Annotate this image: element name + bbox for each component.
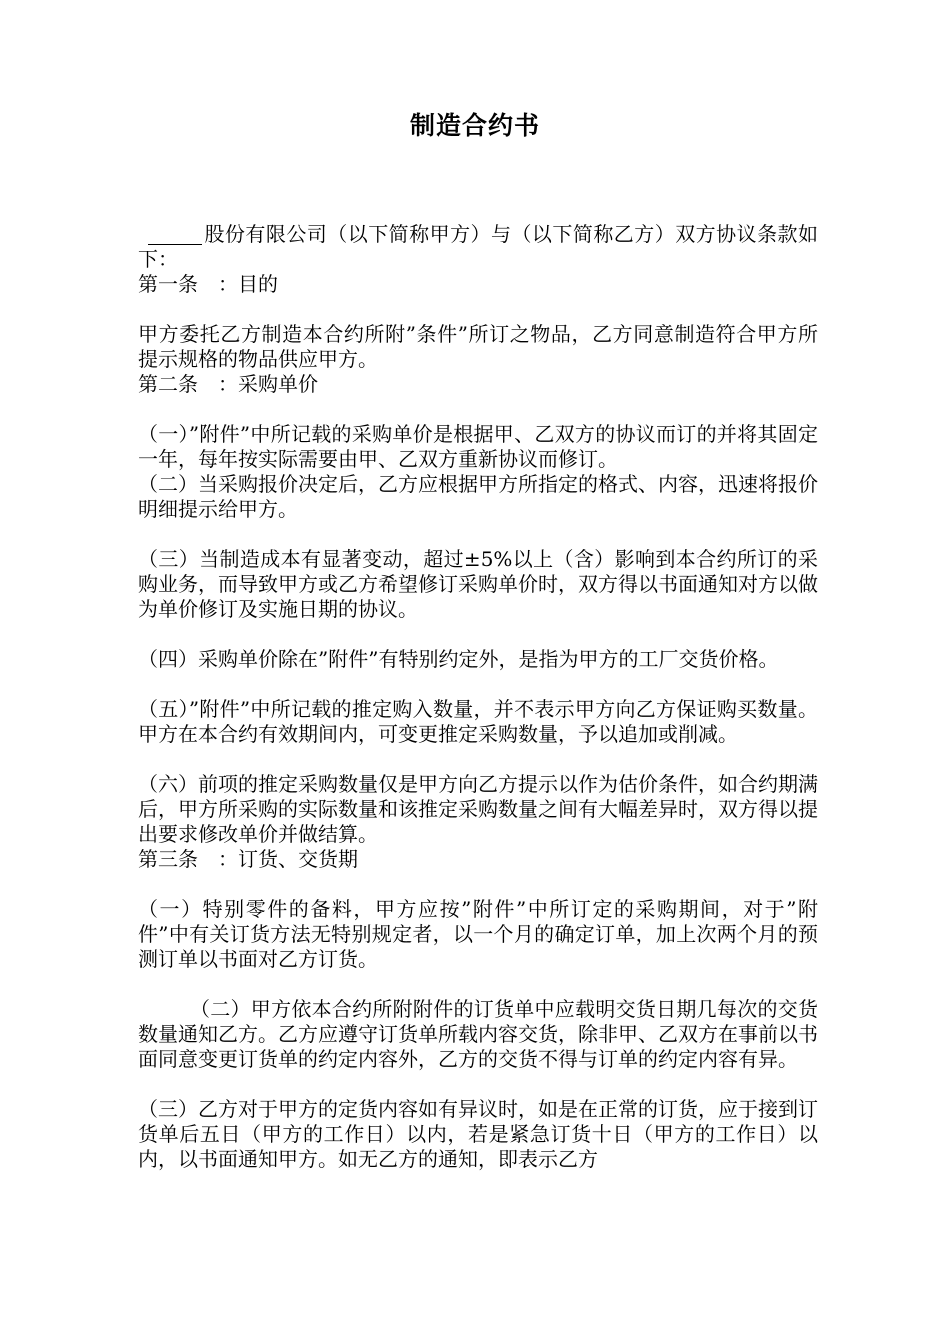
article-2-item-3: （三）当制造成本有显著变动，超过±5%以上（含）影响到本合约所订的采购业务，而导致甲方或乙方希望修订采购单价时，双方得以书面通知对方以做为单价修订及实施日期的协议。	[138, 547, 818, 621]
company-name-blank	[148, 224, 202, 245]
intro-paragraph	[138, 222, 818, 272]
article-3-heading: 第三条 ：订货、交货期	[138, 847, 358, 871]
article-2-item-4: （四）采购单价除在”附件”有特别约定外，是指为甲方的工厂交货价格。	[138, 647, 779, 671]
article-1-text: 甲方委托乙方制造本合约所附”条件”所订之物品，乙方同意制造符合甲方所提示规格的物品供应甲方。	[138, 322, 818, 371]
article-2-item-2: （二）当采购报价决定后，乙方应根据甲方所指定的格式、内容，迅速将报价明细提示给甲方。	[138, 472, 818, 521]
article-1-heading: 第一条 ：目的	[138, 272, 278, 296]
article-2-item-1: （一）”附件”中所记载的采购单价是根据甲、乙双方的协议而订的并将其固定一年，每年按实际需要由甲、乙双方重新协议而修订。	[138, 422, 818, 471]
document-title: 制造合约书	[409, 111, 540, 140]
article-2-item-6: （六）前项的推定采购数量仅是甲方向乙方提示以作为估价条件，如合约期满后，甲方所采购的实际数量和该推定采购数量之间有大幅差异时，双方得以提出要求修改单价并做结算。	[138, 772, 818, 846]
article-3-item-3: （三）乙方对于甲方的定货内容如有异议时，如是在正常的订货，应于接到订货单后五日（甲方的工作日）以内，若是紧急订货十日（甲方的工作日）以内，以书面通知甲方。如无乙方的通知，即表示乙方	[138, 1097, 818, 1171]
article-3-item-2: （二）甲方依本合约所附附件的订货单中应载明交货日期几每次的交货数量通知乙方。乙方应遵守订货单所载内容交货，除非甲、乙双方在事前以书面同意变更订货单的约定内容外，乙方的交货不得与订单的约定内容有异。	[138, 997, 818, 1071]
article-2-item-5: （五）”附件”中所记载的推定购入数量，并不表示甲方向乙方保证购买数量。甲方在本合约有效期间内，可变更推定采购数量，予以追加或削减。	[138, 697, 818, 746]
article-2-heading: 第二条 ：采购单价	[138, 372, 318, 396]
intro-text: 股份有限公司（以下简称甲方）与（以下简称乙方）双方协议条款如下：	[138, 222, 818, 271]
document-body	[138, 222, 818, 1172]
article-3-item-1: （一）特别零件的备料，甲方应按”附件”中所订定的采购期间，对于”附件”中有关订货方法无特别规定者，以一个月的确定订单，加上次两个月的预测订单以书面对乙方订货。	[138, 897, 818, 971]
